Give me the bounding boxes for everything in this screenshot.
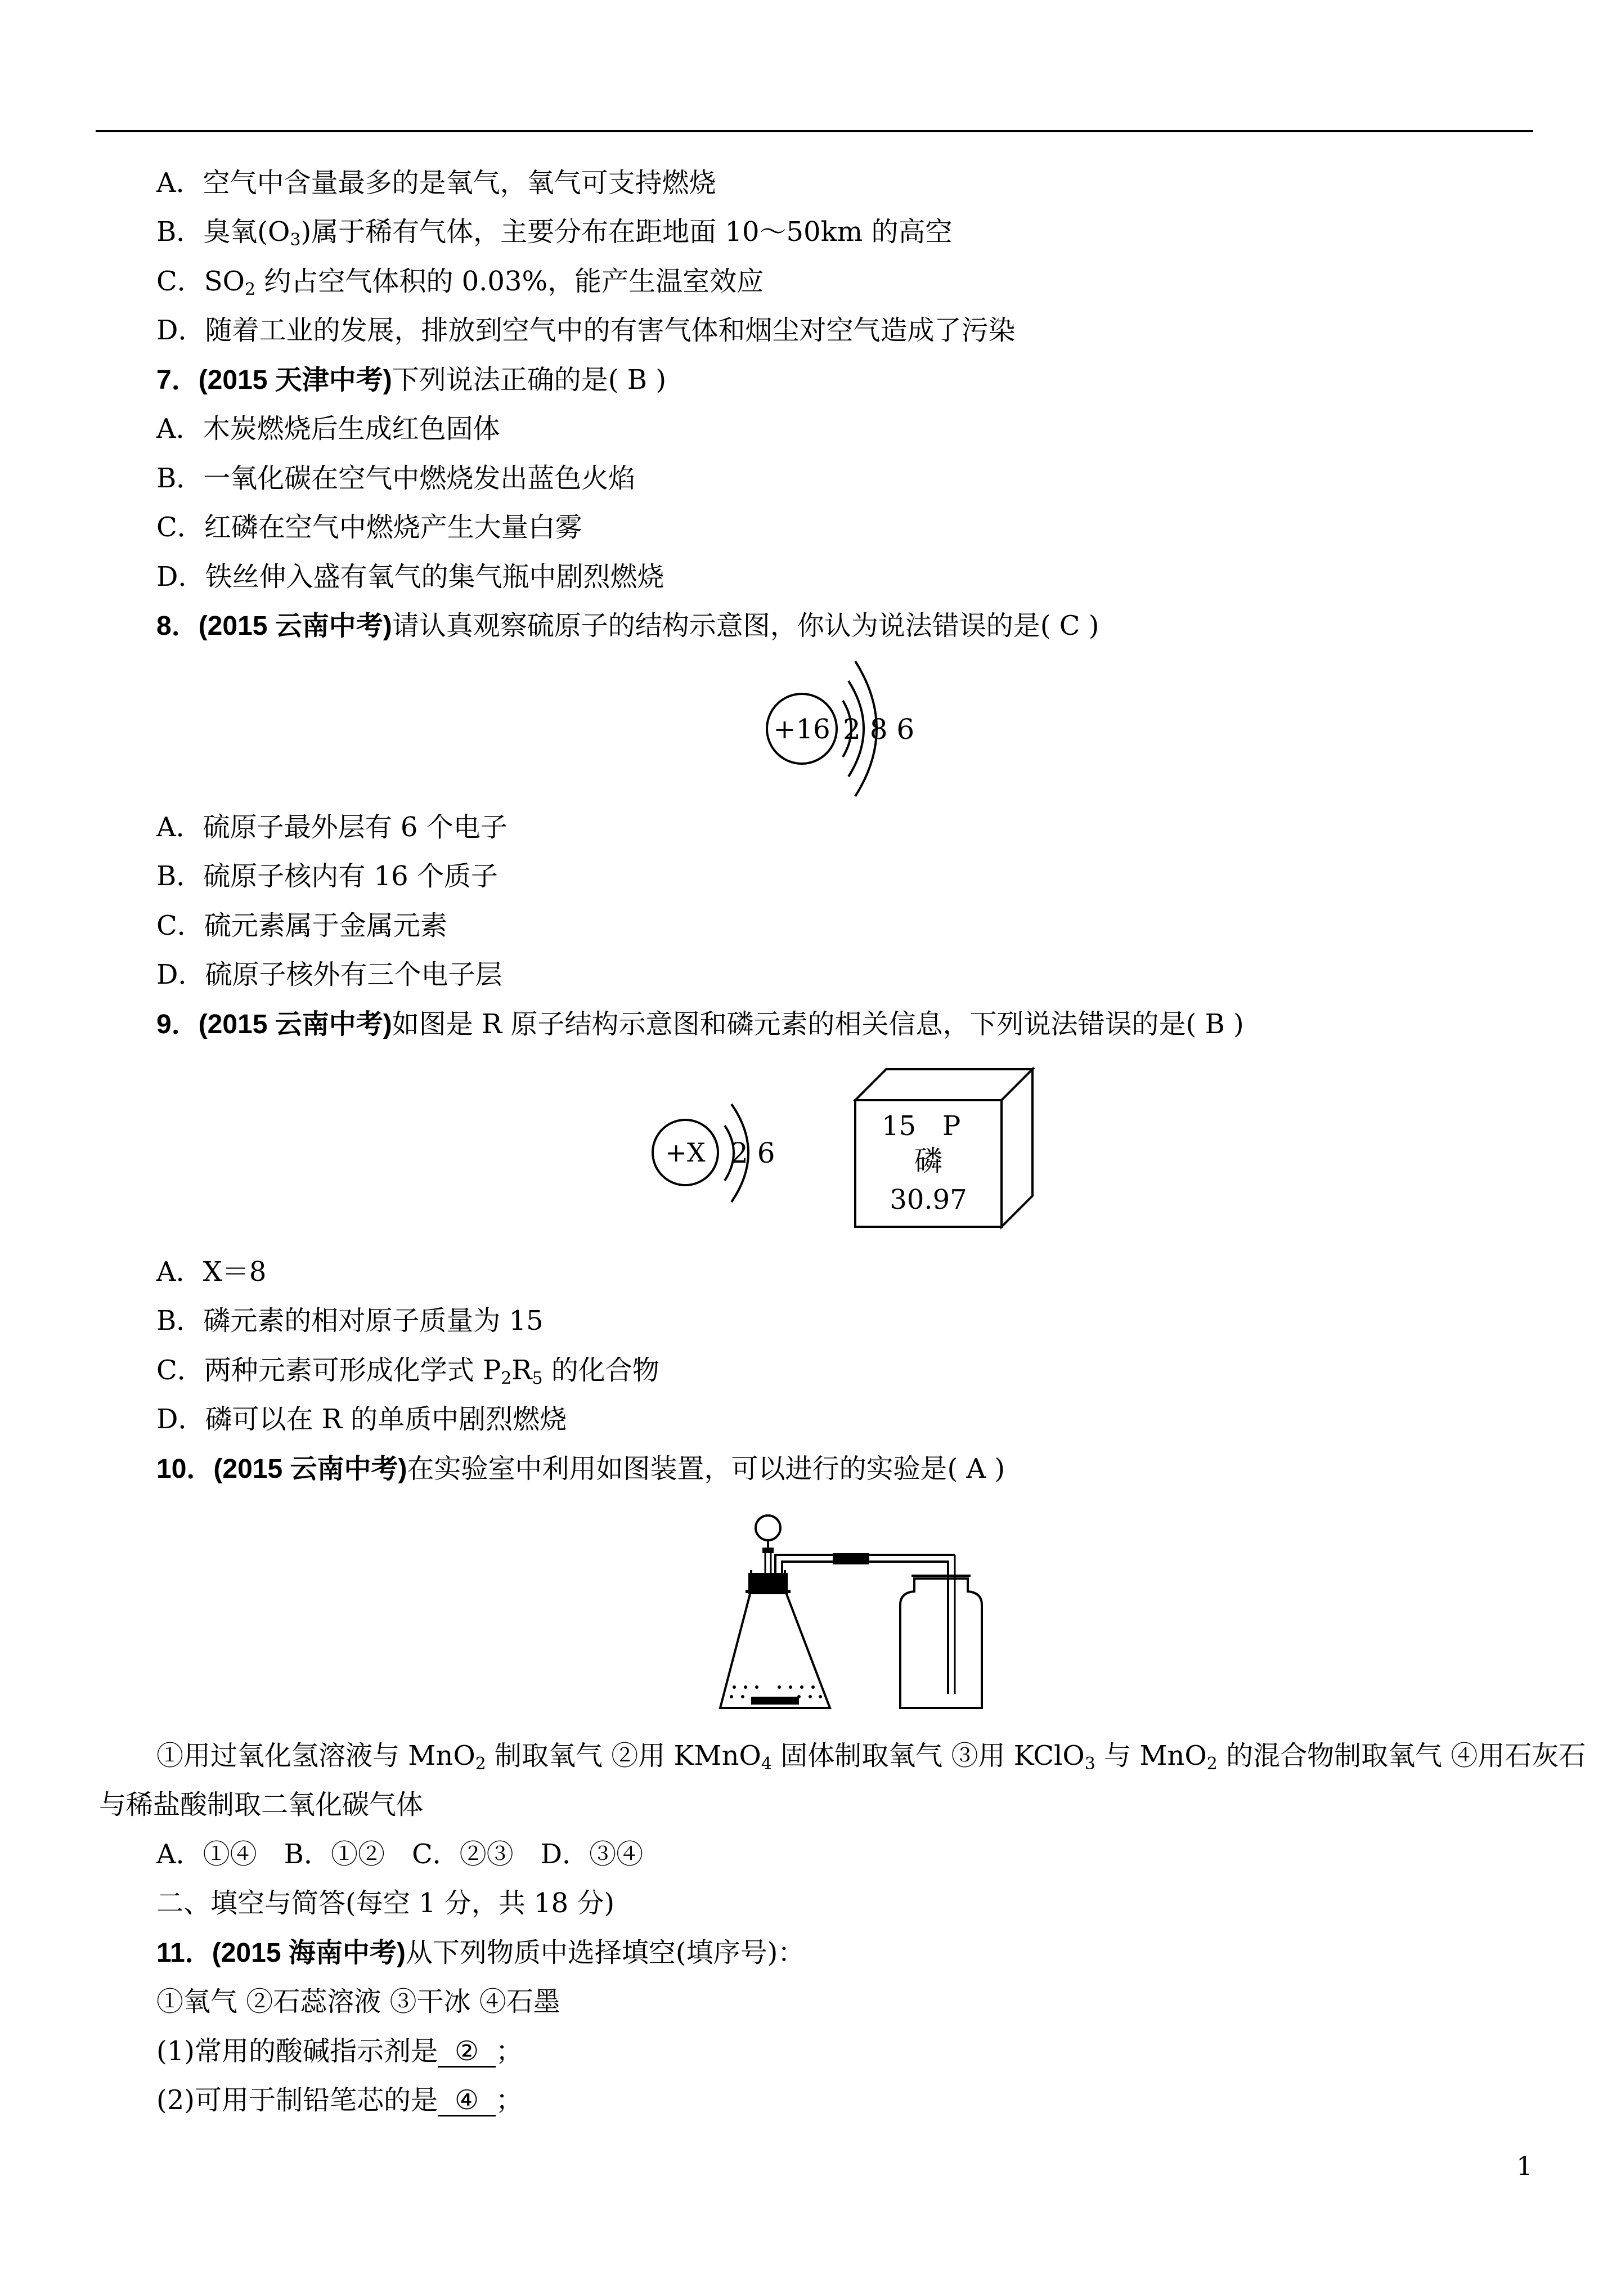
q9-option-b: B．磷元素的相对原子质量为 15 xyxy=(156,1305,544,1337)
q6-option-a: A．空气中含量最多的是氧气，氧气可支持燃烧 xyxy=(156,167,716,199)
q11-part-2-end: ； xyxy=(496,2084,523,2116)
q8-option-c: C．硫元素属于金属元素 xyxy=(156,910,447,941)
q11-stem: 11．(2015 海南中考)从下列物质中选择填空(填序号)： xyxy=(156,1937,805,1968)
q10-stem: 10．(2015 云南中考)在实验室中利用如图装置，可以进行的实验是( A ) xyxy=(156,1453,1005,1485)
lab-apparatus-diagram xyxy=(720,1508,990,1722)
phosphorus-name: 磷 xyxy=(914,1145,942,1177)
phosphorus-symbol: P xyxy=(942,1110,961,1142)
page-number: 1 xyxy=(1516,2151,1533,2181)
q11-part-2-prompt: (2)可用于制铅笔芯的是 xyxy=(156,2084,438,2116)
q10-statement-line1: ①用过氧化氢溶液与 MnO$_2$ 制取氧气 ②用 KMnO$_4$ 固体制取氧气 ③用 KClO$_3$ 与 MnO$_2$ 的混合物制取氧气 ④用石灰石 xyxy=(156,1740,1586,1774)
sulfur-atom-diagram xyxy=(760,653,951,805)
q8-stem: 8．(2015 云南中考)请认真观察硫原子的结构示意图，你认为说法错误的是( C ) xyxy=(156,610,1099,642)
sulfur-shells: 2 8 6 xyxy=(843,713,915,746)
phosphorus-element-card xyxy=(852,1066,1038,1235)
q11-part-1-answer: ② xyxy=(438,2037,496,2068)
q7-option-c: C．红磷在空气中燃烧产生大量白雾 xyxy=(156,512,582,543)
q7-option-d: D．铁丝伸入盛有氧气的集气瓶中剧烈燃烧 xyxy=(156,561,664,593)
q8-option-a: A．硫原子最外层有 6 个电子 xyxy=(156,811,508,843)
r-shells: 2 6 xyxy=(730,1137,775,1169)
q9-stem: 9．(2015 云南中考)如图是 R 原子结构示意图和磷元素的相关信息，下列说法错误的是( B ) xyxy=(156,1008,1244,1040)
q9-option-a: A．X＝8 xyxy=(156,1256,267,1288)
q11-part-1 xyxy=(156,2034,523,2068)
q10-options: A．①④ B．①② C．②③ D．③④ xyxy=(156,1838,644,1870)
q6-option-d: D．随着工业的发展，排放到空气中的有害气体和烟尘对空气造成了污染 xyxy=(156,315,1016,346)
q9-option-d: D．磷可以在 R 的单质中剧烈燃烧 xyxy=(156,1403,567,1435)
r-atom-diagram xyxy=(646,1092,792,1216)
q8-option-b: B．硫原子核内有 16 个质子 xyxy=(156,860,498,892)
q7-option-a: A．木炭燃烧后生成红色固体 xyxy=(156,413,500,445)
q10-statement-line2: 与稀盐酸制取二氧化碳气体 xyxy=(99,1789,424,1820)
q9-option-c: C．两种元素可形成化学式 $P_2R_5$ 的化合物 xyxy=(156,1355,659,1388)
sulfur-nucleus: +16 xyxy=(773,714,830,745)
q8-option-d: D．硫原子核外有三个电子层 xyxy=(156,959,502,990)
q6-option-b: B．臭氧$(O_3)$属于稀有气体，主要分布在距地面 10～50km 的高空 xyxy=(156,216,953,250)
q11-choices: ①氧气 ②石蕊溶液 ③干冰 ④石墨 xyxy=(156,1986,560,2017)
q7-option-b: B．一氧化碳在空气中燃烧发出蓝色火焰 xyxy=(156,463,636,494)
q11-part-2 xyxy=(156,2083,523,2117)
q11-part-2-answer: ④ xyxy=(438,2086,496,2116)
phosphorus-atomic-mass: 30.97 xyxy=(890,1184,967,1216)
phosphorus-atomic-number: 15 xyxy=(882,1110,917,1142)
q7-stem: 7．(2015 天津中考)下列说法正确的是( B ) xyxy=(156,364,667,396)
header-rule xyxy=(96,130,1533,132)
q11-part-1-end: ； xyxy=(496,2035,523,2067)
r-nucleus: +X xyxy=(665,1137,706,1168)
section-2-heading: 二、填空与简答(每空 1 分，共 18 分) xyxy=(156,1887,615,1919)
q6-option-c: C．$SO_2$ 约占空气体积的 0.03%，能产生温室效应 xyxy=(156,266,764,299)
q11-part-1-prompt: (1)常用的酸碱指示剂是 xyxy=(156,2035,438,2067)
